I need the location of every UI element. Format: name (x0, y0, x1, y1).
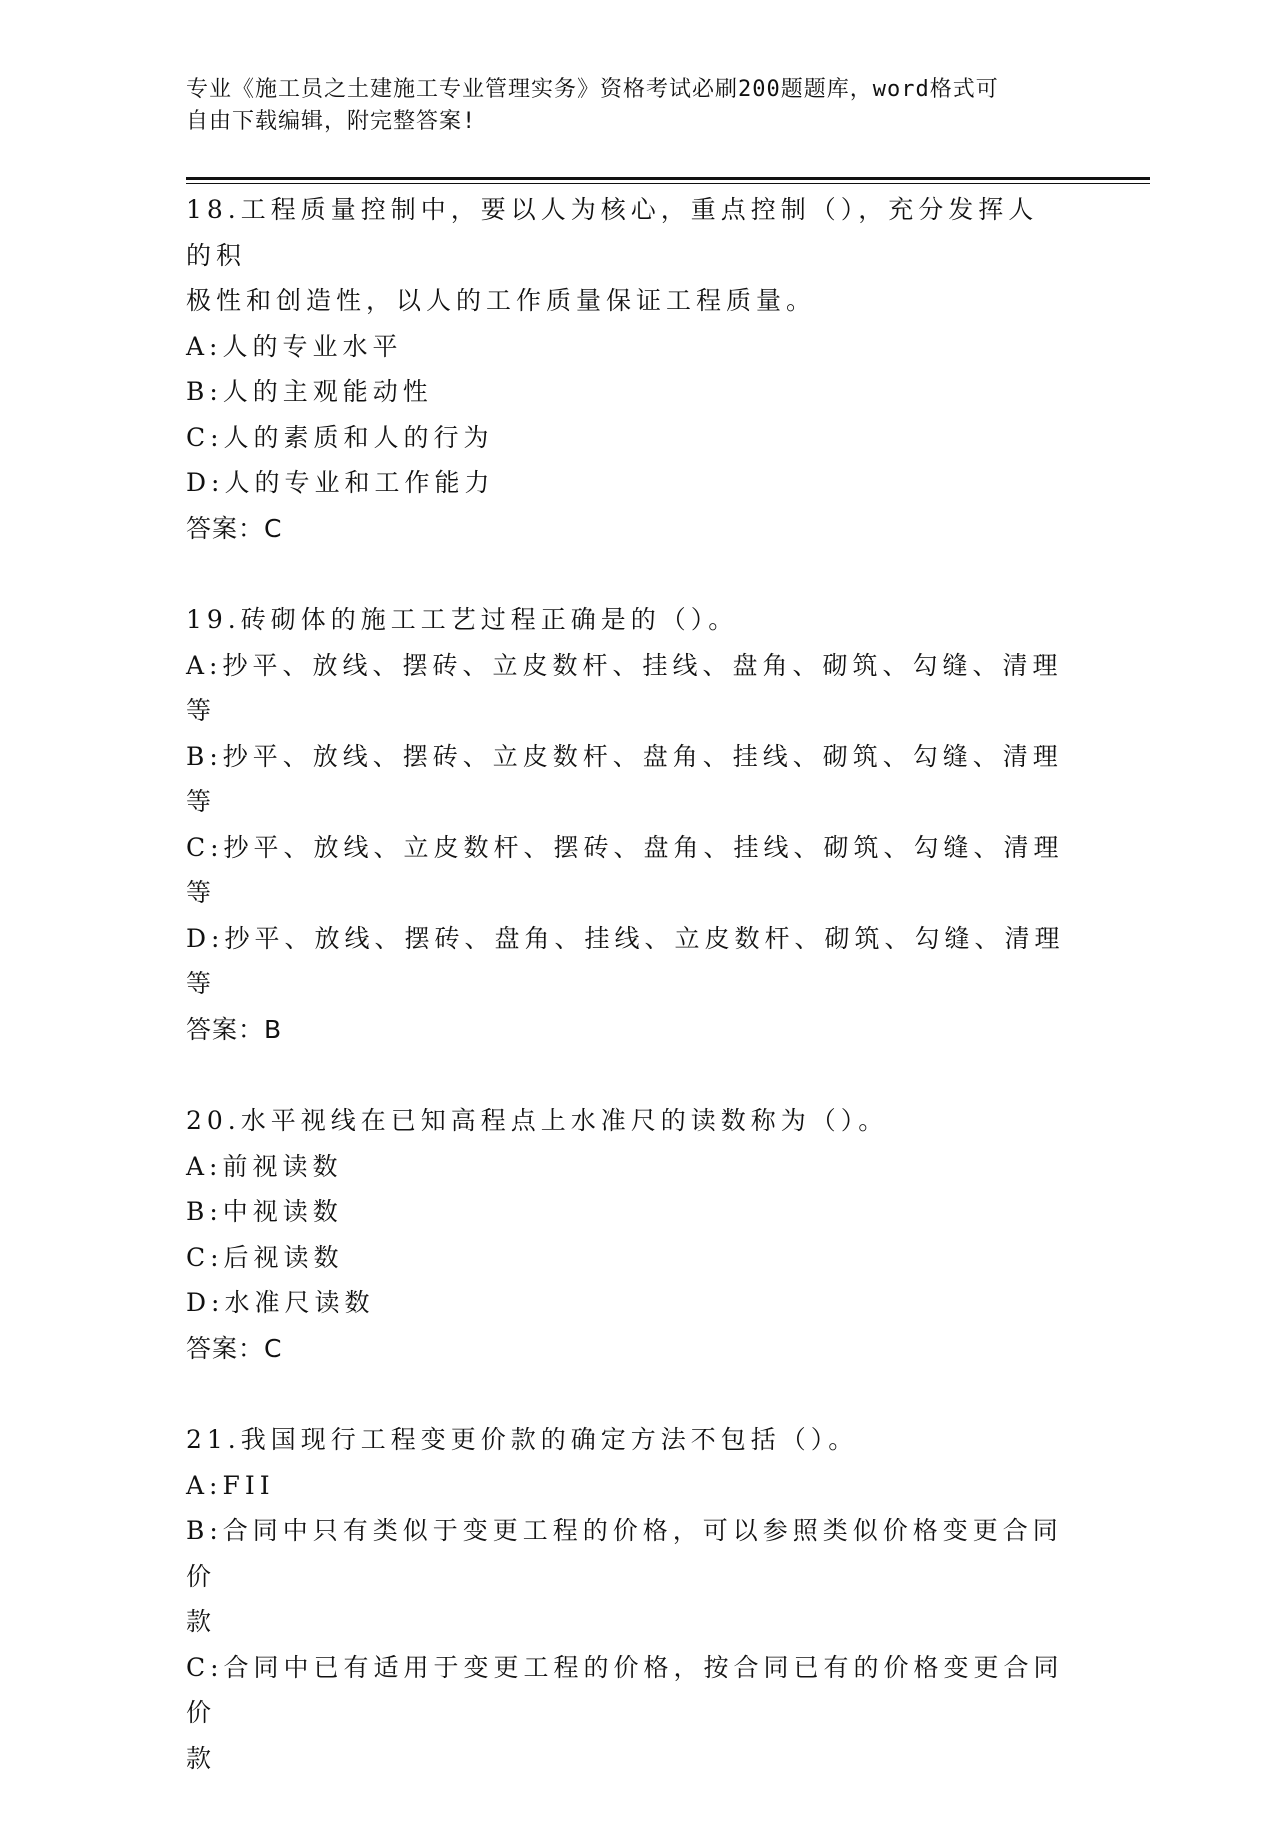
option-a: A:人的专业水平 (186, 331, 403, 361)
question-stem: 18.工程质量控制中，要以人为核心，重点控制（），充分发挥人的积 (186, 195, 1039, 270)
option-a: A:前视读数 (186, 1151, 343, 1181)
option-c: C:抄平、放线、立皮数杆、摆砖、盘角、挂线、砌筑、勾缝、清理等 (186, 832, 1064, 907)
option-b-continued: 款 (186, 1607, 217, 1636)
option-b: B:人的主观能动性 (186, 377, 433, 406)
header-rule-thick (186, 177, 1150, 180)
question-list (186, 187, 1066, 1827)
question-18 (186, 187, 1066, 551)
answer-text: 答案：B (186, 1014, 283, 1044)
option-c: C:人的素质和人的行为 (186, 422, 494, 452)
answer-text: 答案：C (186, 1333, 283, 1363)
option-b: B:中视读数 (186, 1197, 343, 1226)
header-line-2: 自由下载编辑，附完整答案! (186, 109, 477, 134)
question-19 (186, 597, 1066, 1052)
option-d: D:水准尺读数 (186, 1288, 375, 1317)
option-c: C:合同中已有适用于变更工程的价格，按合同已有的价格变更合同价 (186, 1652, 1064, 1727)
question-stem: 20.水平视线在已知高程点上水准尺的读数称为（）。 (186, 1106, 889, 1135)
option-b: B:合同中只有类似于变更工程的价格，可以参照类似价格变更合同价 (186, 1516, 1063, 1591)
option-d: D:抄平、放线、摆砖、盘角、挂线、立皮数杆、砌筑、勾缝、清理等 (186, 923, 1065, 998)
question-stem: 19.砖砌体的施工工艺过程正确是的（）。 (186, 605, 739, 634)
question-stem: 21.我国现行工程变更价款的确定方法不包括（）。 (186, 1425, 859, 1454)
option-c-continued: 款 (186, 1743, 217, 1773)
document-header (186, 74, 1066, 138)
option-b: B:抄平、放线、摆砖、立皮数杆、盘角、挂线、砌筑、勾缝、清理等 (186, 741, 1063, 816)
option-c: C:后视读数 (186, 1242, 344, 1272)
option-a: A:抄平、放线、摆砖、立皮数杆、挂线、盘角、砌筑、勾缝、清理等 (186, 650, 1063, 725)
answer-text: 答案：C (186, 513, 283, 543)
question-20 (186, 1098, 1066, 1371)
question-stem: 极性和创造性，以人的工作质量保证工程质量。 (186, 286, 817, 315)
option-d: D:人的专业和工作能力 (186, 468, 495, 497)
option-a: A:FII (186, 1470, 275, 1500)
header-rule-thin (186, 183, 1150, 184)
header-line-1: 专业《施工员之土建施工专业管理实务》资格考试必刷200题题库，word格式可 (186, 77, 999, 102)
question-21 (186, 1417, 1066, 1781)
